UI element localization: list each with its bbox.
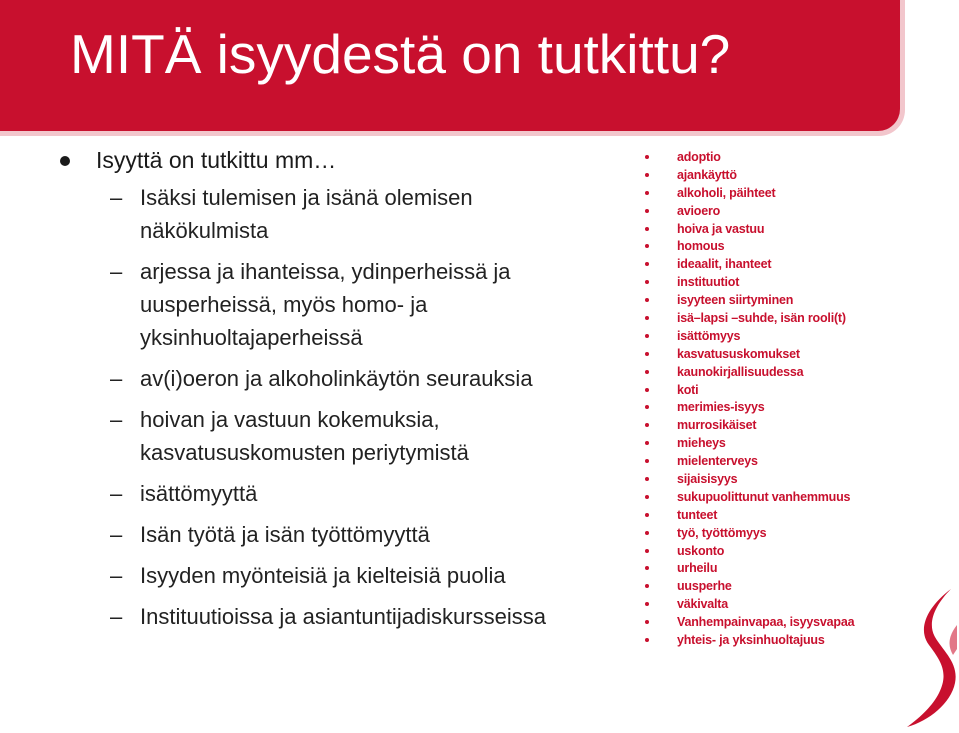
bullet-dot-icon [645, 531, 649, 535]
keyword-list [645, 148, 945, 649]
bullet-dot-icon [645, 620, 649, 624]
bullet-dot-icon [645, 477, 649, 481]
keyword-text: ajankäyttö [677, 167, 737, 182]
keyword-item [645, 148, 945, 166]
subpoint-text: Isyyden myönteisiä ja kielteisiä puolia [140, 563, 506, 588]
main-bullet-list [60, 145, 620, 641]
bullet-dot-icon [645, 441, 649, 445]
dash-marker: – [110, 259, 123, 284]
keyword-text: kasvatususkomukset [677, 346, 800, 361]
subpoint-text: hoivan ja vastuun kokemuksia, kasvatususkomusten periytymistä [140, 407, 469, 465]
keyword-item [645, 470, 945, 488]
keyword-item [645, 542, 945, 560]
subpoint-text: av(i)oeron ja alkoholinkäytön seurauksia [140, 366, 533, 391]
keyword-item [645, 381, 945, 399]
bullet-dot-icon [645, 155, 649, 159]
subpoint-text: Instituutioissa ja asiantuntijadiskursseissa [140, 604, 546, 629]
keyword-text: ideaalit, ihanteet [677, 257, 772, 272]
keyword-item [645, 237, 945, 255]
dash-marker: – [110, 522, 123, 547]
keyword-item [645, 506, 945, 524]
keyword-item [645, 416, 945, 434]
subpoint-item [110, 518, 620, 551]
title-bar [0, 0, 900, 131]
keyword-text: väkivalta [677, 597, 729, 612]
dash-marker: – [110, 604, 123, 629]
keyword-text: työ, työttömyys [677, 525, 767, 540]
keyword-text: merimies-isyys [677, 400, 765, 415]
subpoint-item [110, 600, 620, 633]
keyword-text: urheilu [677, 561, 718, 576]
keyword-item [645, 345, 945, 363]
bullet-dot-icon [645, 298, 649, 302]
dash-marker: – [110, 563, 123, 588]
keyword-item [645, 327, 945, 345]
subpoint-list [60, 181, 620, 633]
keyword-item [645, 559, 945, 577]
keyword-item [645, 488, 945, 506]
dash-marker: – [110, 407, 123, 432]
bullet-dot-icon [645, 352, 649, 356]
keyword-text: hoiva ja vastuu [677, 221, 765, 236]
keyword-item [645, 452, 945, 470]
bullet-dot-icon [645, 495, 649, 499]
bullet-dot-icon [645, 244, 649, 248]
keyword-item [645, 255, 945, 273]
bullet-dot-icon [645, 459, 649, 463]
subpoint-item [110, 362, 620, 395]
subpoint-item [110, 559, 620, 592]
bullet-dot-icon [645, 173, 649, 177]
keyword-text: kaunokirjallisuudessa [677, 364, 804, 379]
keyword-text: uskonto [677, 543, 725, 558]
keyword-text: adoptio [677, 149, 721, 164]
keyword-text: sijaisisyys [677, 471, 738, 486]
subpoint-item [110, 477, 620, 510]
subpoint-item [110, 403, 620, 469]
bullet-dot-icon [645, 602, 649, 606]
bullet-dot-icon [645, 584, 649, 588]
bullet-dot-icon [645, 388, 649, 392]
keyword-text: murrosikäiset [677, 418, 757, 433]
bullet-dot-icon [645, 513, 649, 517]
keyword-text: mieheys [677, 436, 726, 451]
bullet-dot-icon [645, 262, 649, 266]
bullet-dot-icon [645, 191, 649, 195]
bullet-dot-icon [645, 638, 649, 642]
bullet-dot-icon [645, 280, 649, 284]
bullet-dot-icon [645, 334, 649, 338]
keyword-text: avioero [677, 203, 721, 218]
bullet-dot-icon [645, 370, 649, 374]
keyword-text: uusperhe [677, 579, 732, 594]
bullet-dot-icon [645, 316, 649, 320]
bullet-dot-icon [60, 156, 70, 166]
bullet-dot-icon [645, 549, 649, 553]
keyword-item [645, 291, 945, 309]
bullet-dot-icon [645, 423, 649, 427]
keyword-text: Vanhempainvapaa, isyysvapaa [677, 615, 855, 630]
keyword-text: isä–lapsi –suhde, isän rooli(t) [677, 310, 846, 325]
keyword-text: mielenterveys [677, 454, 758, 469]
subpoint-item [110, 255, 620, 354]
subpoint-text: arjessa ja ihanteissa, ydinperheissä ja uusperheissä, myös homo- ja yksinhuoltajaperheissä [140, 259, 511, 350]
subpoint-item [110, 181, 620, 247]
keyword-text: yhteis- ja yksinhuoltajuus [677, 632, 825, 647]
main-bullet-text: Isyyttä on tutkittu mm… [96, 147, 337, 173]
subpoint-text: Isäksi tulemisen ja isänä olemisen näkökulmista [140, 185, 473, 243]
keyword-item [645, 398, 945, 416]
keyword-text: isyyteen siirtyminen [677, 293, 794, 308]
keyword-item [645, 184, 945, 202]
bullet-dot-icon [645, 566, 649, 570]
keyword-text: tunteet [677, 507, 718, 522]
dash-marker: – [110, 481, 123, 506]
brand-swoosh-logo [899, 585, 959, 733]
dash-marker: – [110, 185, 123, 210]
keyword-item [645, 524, 945, 542]
dash-marker: – [110, 366, 123, 391]
keyword-text: isättömyys [677, 328, 741, 343]
keyword-text: instituutiot [677, 275, 740, 290]
keyword-item [645, 166, 945, 184]
keyword-text: alkoholi, päihteet [677, 185, 776, 200]
bullet-dot-icon [645, 209, 649, 213]
subpoint-text: Isän työtä ja isän työttömyyttä [140, 522, 430, 547]
keyword-item [645, 273, 945, 291]
bullet-dot-icon [645, 227, 649, 231]
keyword-item [645, 363, 945, 381]
keyword-text: homous [677, 239, 725, 254]
keyword-text: koti [677, 382, 699, 397]
slide-title: MITÄ isyydestä on tutkittu? [70, 23, 731, 85]
keyword-text: sukupuolittunut vanhemmuus [677, 489, 851, 504]
keyword-item [645, 434, 945, 452]
keyword-item [645, 309, 945, 327]
keyword-item [645, 202, 945, 220]
bullet-dot-icon [645, 405, 649, 409]
keyword-item [645, 220, 945, 238]
subpoint-text: isättömyyttä [140, 481, 258, 506]
main-bullet-item [60, 145, 620, 175]
